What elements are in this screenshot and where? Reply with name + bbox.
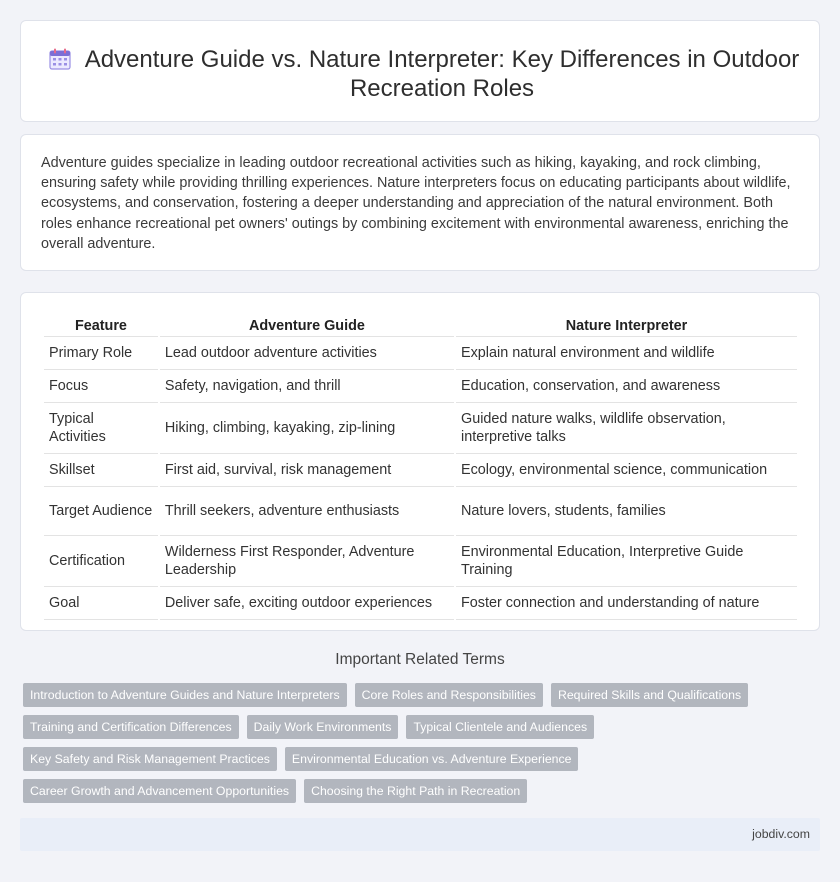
calendar-icon	[48, 47, 72, 71]
cell-adventure-guide: Lead outdoor adventure activities	[160, 337, 454, 370]
header-feature: Feature	[44, 315, 158, 337]
cell-feature: Target Audience	[44, 487, 158, 536]
related-term-tag[interactable]: Typical Clientele and Audiences	[406, 715, 594, 739]
cell-feature: Focus	[44, 370, 158, 403]
title-card	[20, 20, 820, 122]
related-terms-list	[23, 683, 823, 811]
cell-nature-interpreter: Explain natural environment and wildlife	[456, 337, 797, 370]
cell-feature: Primary Role	[44, 337, 158, 370]
cell-adventure-guide: First aid, survival, risk management	[160, 454, 454, 487]
related-term-tag[interactable]: Key Safety and Risk Management Practices	[23, 747, 277, 771]
footer-site-link[interactable]: jobdiv.com	[752, 827, 810, 841]
related-term-tag[interactable]: Choosing the Right Path in Recreation	[304, 779, 527, 803]
cell-adventure-guide: Deliver safe, exciting outdoor experiences	[160, 587, 454, 620]
related-term-tag[interactable]: Career Growth and Advancement Opportunities	[23, 779, 296, 803]
header-nature-interpreter: Nature Interpreter	[456, 315, 797, 337]
related-term-tag[interactable]: Required Skills and Qualifications	[551, 683, 748, 707]
cell-feature: Skillset	[44, 454, 158, 487]
cell-nature-interpreter: Nature lovers, students, families	[456, 487, 797, 536]
table-row	[44, 454, 797, 487]
cell-feature: Certification	[44, 536, 158, 587]
comparison-table	[42, 315, 799, 620]
cell-nature-interpreter: Ecology, environmental science, communication	[456, 454, 797, 487]
related-term-tag[interactable]: Core Roles and Responsibilities	[355, 683, 543, 707]
table-row	[44, 587, 797, 620]
cell-nature-interpreter: Environmental Education, Interpretive Guide Training	[456, 536, 797, 587]
cell-adventure-guide: Thrill seekers, adventure enthusiasts	[160, 487, 454, 536]
related-term-tag[interactable]: Environmental Education vs. Adventure Experience	[285, 747, 579, 771]
summary-card	[20, 134, 820, 271]
header-adventure-guide: Adventure Guide	[160, 315, 454, 337]
summary-text: Adventure guides specialize in leading outdoor recreational activities such as hiking, kayaking, and rock climbing, ensuring safety while providing thrilling experiences. Nature interpreters focus on educating participants about wildlife, ecosystems, and conservation, fostering a deeper understanding and appreciation of the natural environment. Both roles enhance recreational pet owners' outings by combining excitement with environmental awareness, enriching the overall adventure.	[41, 155, 791, 252]
cell-adventure-guide: Safety, navigation, and thrill	[160, 370, 454, 403]
related-term-tag[interactable]: Daily Work Environments	[247, 715, 399, 739]
related-term-tag[interactable]: Training and Certification Differences	[23, 715, 239, 739]
cell-nature-interpreter: Guided nature walks, wildlife observation, interpretive talks	[456, 403, 797, 454]
page-title: Adventure Guide vs. Nature Interpreter: Key Differences in Outdoor Recreation Roles	[84, 46, 800, 102]
cell-nature-interpreter: Education, conservation, and awareness	[456, 370, 797, 403]
table-row	[44, 403, 797, 454]
cell-feature: Goal	[44, 587, 158, 620]
related-terms-heading: Important Related Terms	[335, 651, 505, 668]
comparison-table-card	[20, 292, 820, 631]
table-header-row	[44, 315, 797, 337]
table-row	[44, 337, 797, 370]
cell-adventure-guide: Wilderness First Responder, Adventure Leadership	[160, 536, 454, 587]
table-row	[44, 370, 797, 403]
cell-nature-interpreter: Foster connection and understanding of nature	[456, 587, 797, 620]
related-term-tag[interactable]: Introduction to Adventure Guides and Nature Interpreters	[23, 683, 347, 707]
footer	[20, 818, 820, 851]
cell-feature: Typical Activities	[44, 403, 158, 454]
table-row	[44, 536, 797, 587]
table-row	[44, 487, 797, 536]
cell-adventure-guide: Hiking, climbing, kayaking, zip-lining	[160, 403, 454, 454]
